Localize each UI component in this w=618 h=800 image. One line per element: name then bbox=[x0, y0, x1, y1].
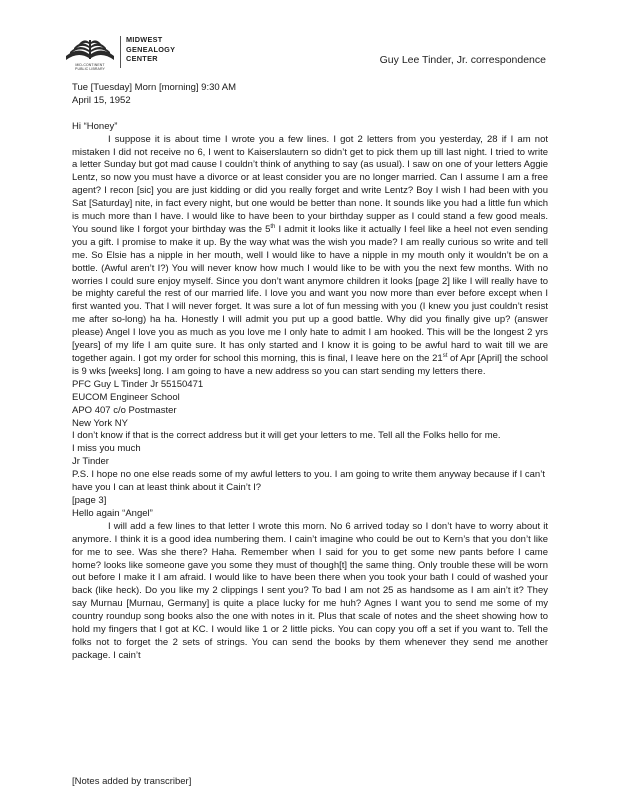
letter-greeting-2: Hello again “Angel” bbox=[72, 507, 153, 519]
address-line: APO 407 c/o Postmaster bbox=[72, 404, 177, 416]
letter-paragraph-1: I suppose it is about time I wrote you a few lines. I got 2 letters from you yesterday, 28 if I am not mistaken I did not receive no 6, I went to Kaiserslautern so didn’t get to pick them up till last night. I tried to write a letter Sunday but got mad cause I couldn’t think of anything to say (as usual). I saw on one of your letters Aggie Lentz, so now you must have a divorce or at least consider you are no longer married. Can I assume I am a free agent? I recon [sic] you are just kidding or did you really forget and write Lentz? Boy I wish I had been with you Sat [Saturday] nite, in fact every night, but one would be better than none. It sounds like you had a little fun which is much more than I have. I would like to have been to your birthday supper as I could stand a few good meals. You sound like I forgot your birthday was the 5th I admit it looks like it actually I feel like a heel not even sending you a gift. I promise to make it up. By the way what was the wish you made? I am really curious so write and tell me. So Elsie has a nipple in her mouth, well I would like to have a nipple in my mouth only it wouldn’t be on a bottle. (Awful aren’t I?) You will never know how much I would like to be with you the next few months. With no worries I could sure enjoy myself. Since you don’t want anymore children it looks [page 2] like I will really have to be mighty careful the rest of our married life. I love you and want you now more than ever before except when I first wanted you. That I will never forget. It was sure a lot of fun messing with you (I knew you just couldn’t resist me after so-long) ha ha. Honestly I will admit you put up a good battle. Why did you finally give up? (answer please) Angel I love you as much as you love me I only hate to admit I am hooked. This will be the longest 2 yrs [years] of my life I am quite sure. It has only started and I know it is going to be awful hard to wait till we are together again. I got my order for school this morning, this is final, I leave here on the 21st of Apr [April] the school is 9 wks [weeks] long. I am going to have a new address so you can start sending my letters there. bbox=[72, 133, 548, 377]
letter-paragraph-2: I don’t know if that is the correct address but it will get your letters to me. Tell all the Folks hello for me. bbox=[72, 430, 501, 442]
logo-subtitle: MID-CONTINENT PUBLIC LIBRARY bbox=[75, 63, 105, 71]
letter-paragraph-3: I will add a few lines to that letter I wrote this morn. No 6 arrived today so I don’t have to worry about it anymore. I think it is a good idea numbering them. I cain’t imagine who could be out to Kern’s that you don’t like for me to see. Was she there? Haha. Remember when I said for you to get some new pants before I came home? looks like someone gave you some they must of though[t] the same thing. Only trouble these will be worn out before I make it I am afraid. I would like to have been there when you took your bath I could of washed your back (like heck). Do you like my 2 clippings I sent you? To bad I am not 25 as handsome as I am ain’t it? They say Murnau [Murnau, Germany] is quite a place lucky for me huh? Agnes I want you to send me some of my country roundup song books also the one with notes in it. Plus that scale of notes and the sheet showing how to hold my fingers that I got at KC. I would like 1 or 2 little picks. You can copy you off a set if you want to. Tell the folks not to forget the 2 sets of strings. You can send the books by them whenever they send me another package. I cain’t bbox=[72, 520, 548, 661]
page-marker: [page 3] bbox=[72, 494, 107, 506]
letter-postscript: P.S. I hope no one else reads some of my awful letters to you. I am going to write them anyway because if I can’t have you I can at least think about it Cain’t I? bbox=[72, 469, 545, 494]
library-logo bbox=[62, 34, 212, 70]
letter-date: April 15, 1952 bbox=[72, 94, 131, 106]
letter-closing: I miss you much bbox=[72, 443, 141, 455]
transcriber-note: [Notes added by transcriber] bbox=[72, 776, 192, 787]
letter-dateline: Tue [Tuesday] Morn [morning] 9:30 AM bbox=[72, 82, 237, 93]
logo-org-name: MIDWEST GENEALOGY CENTER bbox=[126, 35, 176, 63]
logo-divider bbox=[120, 36, 121, 68]
address-line: PFC Guy L Tinder Jr 55150471 bbox=[72, 378, 204, 390]
letter-signature: Jr Tinder bbox=[72, 456, 109, 468]
open-book-icon bbox=[62, 34, 118, 64]
letter-body bbox=[72, 82, 548, 663]
collection-title: Guy Lee Tinder, Jr. correspondence bbox=[379, 54, 546, 66]
letter-salutation: Hi “Honey” bbox=[72, 120, 118, 132]
address-line: EUCOM Engineer School bbox=[72, 391, 180, 403]
address-line: New York NY bbox=[72, 417, 128, 429]
